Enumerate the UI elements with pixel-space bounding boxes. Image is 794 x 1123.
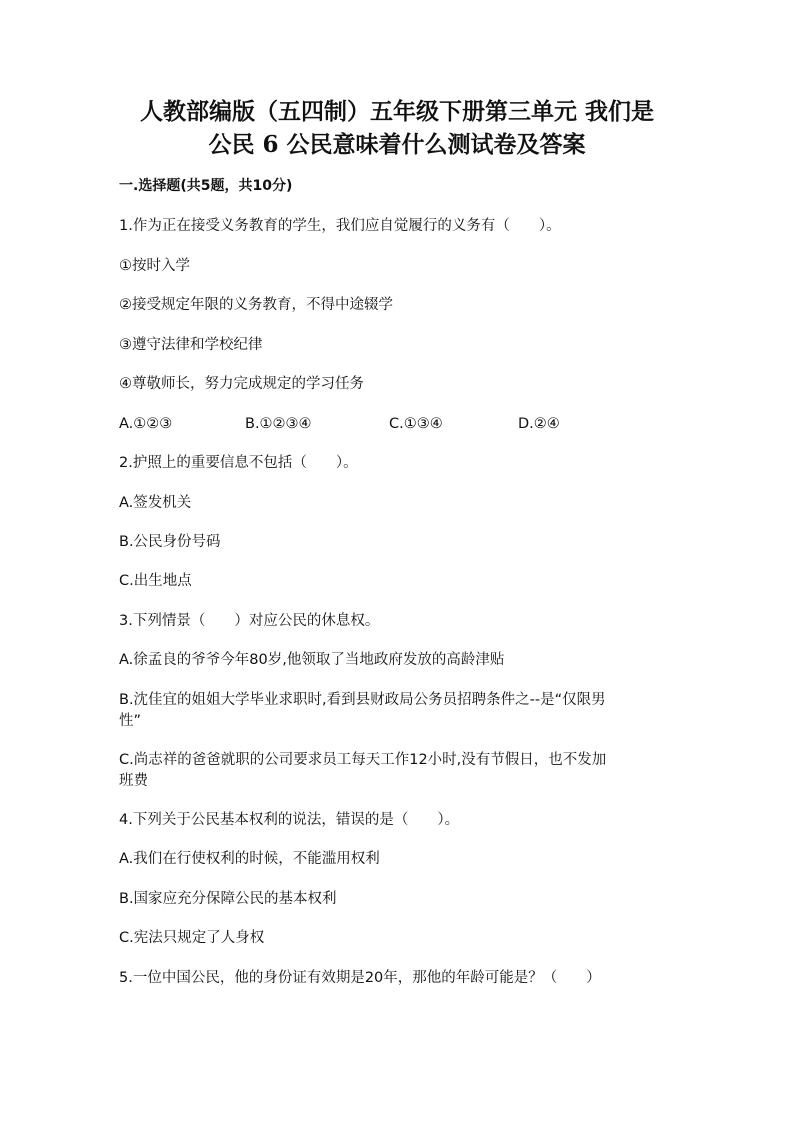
question-1-statement-4: ④尊敬师长，努力完成规定的学习任务 — [119, 376, 364, 392]
question-1-statement-2: ②接受规定年限的义务教育，不得中途辍学 — [119, 297, 393, 313]
question-1-statement-1: ①按时入学 — [119, 258, 190, 274]
page-title-line-1: 人教部编版（五四制）五年级下册第三单元 我们是 — [139, 98, 654, 125]
question-1-option-d: D.②④ — [518, 416, 560, 432]
question-3-option-c-line-1: C.尚志祥的爸爸就职的公司要求员工每天工作12小时,没有节假日，也不发加 — [119, 752, 607, 768]
question-1-statement-3: ③遵守法律和学校纪律 — [119, 337, 263, 353]
question-3-option-c-line-2: 班费 — [119, 773, 148, 789]
question-4-option-c: C.宪法只规定了人身权 — [119, 930, 265, 946]
question-2-option-a: A.签发机关 — [119, 495, 192, 511]
question-2-option-c: C.出生地点 — [119, 573, 192, 589]
question-3-option-a: A.徐孟良的爷爷今年80岁,他领取了当地政府发放的高龄津贴 — [119, 652, 505, 668]
question-2-stem: 2.护照上的重要信息不包括（ ）。 — [119, 455, 358, 471]
question-1-stem: 1.作为正在接受义务教育的学生，我们应自觉履行的义务有（ ）。 — [119, 218, 561, 234]
question-4-option-a: A.我们在行使权利的时候，不能滥用权利 — [119, 851, 380, 867]
question-3-option-b-line-1: B.沈佳宜的姐姐大学毕业求职时,看到县财政局公务员招聘条件之--是“仅限男 — [119, 692, 606, 708]
question-3-stem: 3.下列情景（ ）对应公民的休息权。 — [119, 613, 380, 629]
question-1-option-c: C.①③④ — [389, 416, 443, 432]
question-1-option-b: B.①②③④ — [245, 416, 312, 432]
question-4-option-b: B.国家应充分保障公民的基本权利 — [119, 891, 337, 907]
question-3-option-b-line-2: 性” — [119, 713, 142, 729]
question-2-option-b: B.公民身份号码 — [119, 534, 221, 550]
question-1-option-a: A.①②③ — [119, 416, 173, 432]
section-heading: 一.选择题(共5题，共10分) — [119, 178, 293, 194]
question-4-stem: 4.下列关于公民基本权利的说法，错误的是（ ）。 — [119, 812, 460, 828]
question-5-stem: 5.一位中国公民，他的身份证有效期是20年，那他的年龄可能是？（ ） — [119, 970, 601, 986]
page-title-line-2: 公民 6 公民意味着什么测试卷及答案 — [208, 131, 586, 158]
